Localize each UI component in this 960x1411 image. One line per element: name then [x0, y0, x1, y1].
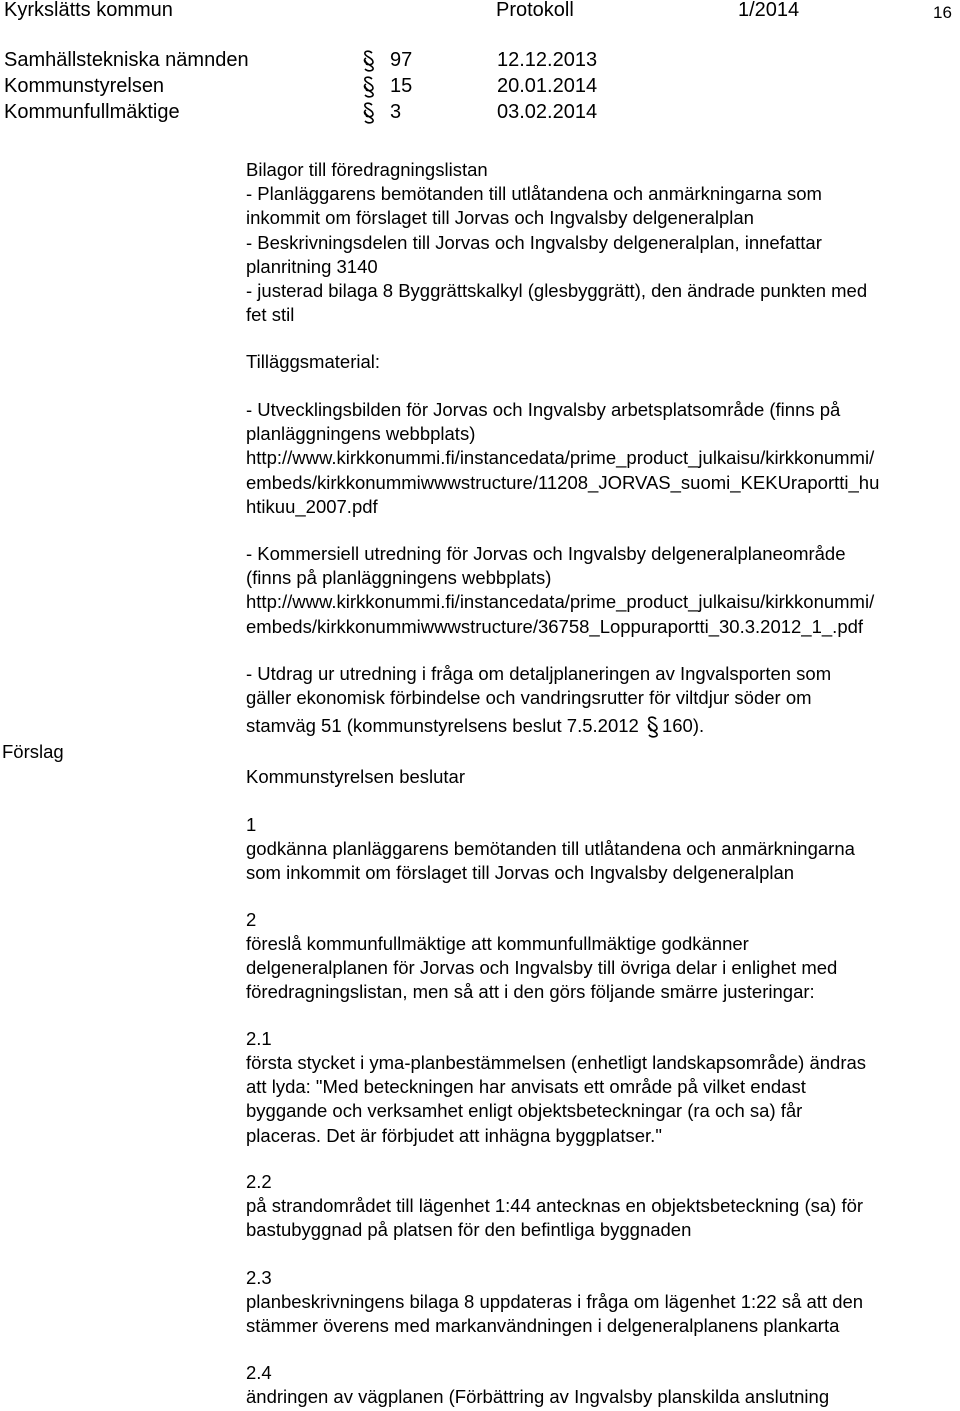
decision-item-text: ändringen av vägplanen (Förbättring av Ingvalsby planskilda anslutning [246, 1386, 830, 1407]
decision-item-text: planbeskrivningens bilaga 8 uppdateras i fråga om lägenhet 1:22 så att den stämmer överens med markanvändningen i delgeneralplanens plankarta [246, 1291, 864, 1337]
section-symbol [644, 714, 662, 738]
decision-reference: stamväg 51 (kommunstyrelsens beslut 7.5.2012 [246, 715, 644, 736]
page-number: 16 [933, 3, 952, 22]
decision-item-number: 1 [246, 814, 257, 835]
decision-item-number: 2.2 [246, 1171, 272, 1192]
protocol-issue: 1/2014 [738, 0, 800, 21]
decision-item-number: 2.4 [246, 1362, 272, 1383]
supplementary-item: - Utvecklingsbilden för Jorvas och Ingvalsby arbetsplatsområde (finns på planläggningens webbplats) http://www.kirkkonummi.fi/instancedata/prime_product_julkaisu/kirkkonummi/ embeds/kirkkonummiwwwstructure/11208_JORVAS_suomi_KEKUraportti_hu htikuu_2007.pdf [246, 399, 880, 517]
meeting-date: 03.02.2014 [497, 101, 598, 123]
section-number: 15 [390, 75, 413, 97]
decision-item-number: 2 [246, 909, 257, 930]
section-number: 97 [390, 49, 413, 71]
section-symbol [360, 74, 378, 98]
attachments-list: Bilagor till föredragningslistan - Planläggarens bemötanden till utlåtandena och anmärkningarna som inkommit om förslaget till Jorvas och Ingvalsby delgeneralplan - Beskrivningsdelen till Jorvas och Ingvalsby delgeneralplan, innefattar planritning 3140 - justerad bilaga 8 Byggrättskalkyl (glesbyggrätt), den ändrade punkten med fet stil [246, 159, 868, 326]
supplementary-item: - Kommersiell utredning för Jorvas och Ingvalsby delgeneralplaneområde (finns på planläggningens webbplats) http://www.kirkkonummi.fi/instancedata/prime_product_julkaisu/kirkkonummi/ embeds/kirkkonummiwwwstructure/36758_Loppuraportti_30.3.2012_1_.pdf [246, 543, 875, 637]
section-symbol [360, 100, 378, 124]
decision-item-text: på strandområdet till lägenhet 1:44 antecknas en objektsbeteckning (sa) för bastubyggnad på platsen för den befintliga byggnaden [246, 1195, 864, 1241]
decision-section: 160). [661, 715, 705, 736]
body-name: Kommunstyrelsen [4, 75, 165, 97]
body-name: Samhällstekniska nämnden [4, 49, 249, 71]
supplementary-item-end [246, 714, 704, 738]
supplementary-heading: Tilläggsmaterial: [246, 351, 380, 372]
body-name: Kommunfullmäktige [4, 101, 180, 123]
side-label-proposal: Förslag [2, 741, 64, 762]
municipality-name: Kyrkslätts kommun [4, 0, 173, 21]
section-number: 3 [390, 101, 402, 123]
decision-item-text: godkänna planläggarens bemötanden till utlåtandena och anmärkningarna som inkommit om förslaget till Jorvas och Ingvalsby delgeneralplan [246, 838, 855, 884]
supplementary-item: - Utdrag ur utredning i fråga om detaljplaneringen av Ingvalsporten som gäller ekonomisk förbindelse och vandringsrutter för viltdjur söder om [246, 663, 832, 709]
section-symbol [360, 48, 378, 72]
decision-heading: Kommunstyrelsen beslutar [246, 766, 466, 787]
meeting-date: 12.12.2013 [497, 49, 598, 71]
document-type: Protokoll [496, 0, 574, 21]
decision-item-text: första stycket i yma-planbestämmelsen (enhetligt landskapsområde) ändras att lyda: "Med beteckningen har anvisats ett område på vilket endast byggande och verksamhet enligt objektsbeteckningar (ra och sa) får placeras. Det är förbjudet att inhägna byggplatser." [246, 1052, 867, 1146]
decision-item-number: 2.1 [246, 1028, 272, 1049]
meeting-date: 20.01.2014 [497, 75, 598, 97]
decision-item-number: 2.3 [246, 1267, 272, 1288]
decision-item-text: föreslå kommunfullmäktige att kommunfullmäktige godkänner delgeneralplanen för Jorvas och Ingvalsby till övriga delar i enlighet med föredragningslistan, men så att i den görs följande smärre justeringar: [246, 933, 838, 1003]
